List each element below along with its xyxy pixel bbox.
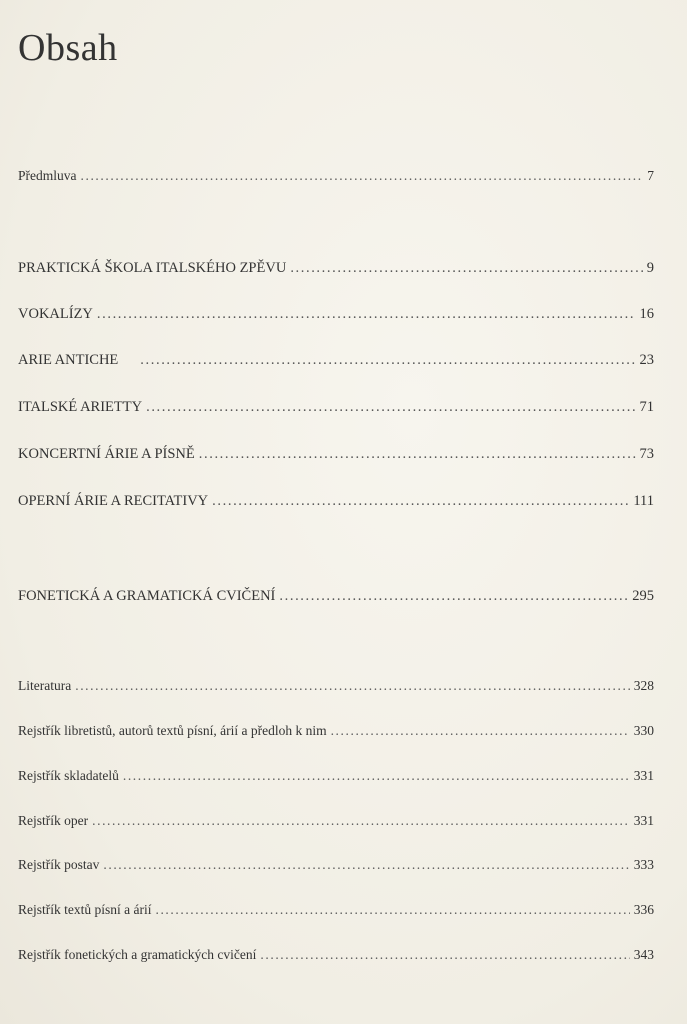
toc-page-number: 328 <box>633 678 654 693</box>
toc-entry-rejstrik-textu <box>18 902 654 918</box>
toc-label: Rejstřík postav <box>18 857 100 872</box>
toc-label: Rejstřík fonetických a gramatických cvičení <box>18 947 257 962</box>
toc-label: VOKALÍZY <box>18 306 93 322</box>
toc-page-number: 336 <box>633 902 654 917</box>
toc-page-number: 331 <box>633 768 654 783</box>
toc-entry-rejstrik-fonetickych <box>18 947 654 963</box>
toc-page-number: 9 <box>646 260 654 276</box>
toc-label: KONCERTNÍ ÁRIE A PÍSNĚ <box>18 446 195 462</box>
toc-page-number: 16 <box>639 306 654 322</box>
toc-label: Literatura <box>18 678 72 693</box>
toc-page-number: 111 <box>633 493 654 509</box>
toc-label: ARIE ANTICHE <box>18 352 119 368</box>
toc-leader-dots <box>81 168 644 184</box>
toc-entry-rejstrik-oper <box>18 813 654 829</box>
toc-page-number: 7 <box>647 168 654 183</box>
toc-label: OPERNÍ ÁRIE A RECITATIVY <box>18 493 209 509</box>
toc-leader-dots <box>279 588 628 605</box>
page-title: Obsah <box>18 27 118 69</box>
toc-entry-italske-arietty <box>18 399 654 416</box>
toc-page-number: 295 <box>632 588 654 604</box>
toc-page-number: 23 <box>639 352 654 368</box>
toc-entry-operni-arie <box>18 493 654 510</box>
toc-label: Rejstřík libretistů, autorů textů písní, árií a předloh k nim <box>18 723 327 738</box>
toc-entry-vokalizy <box>18 306 654 323</box>
toc-label: FONETICKÁ A GRAMATICKÁ CVIČENÍ <box>18 588 276 604</box>
toc-entry-prakticka-skola <box>18 260 654 277</box>
toc-page-number: 71 <box>639 399 654 415</box>
toc-page-number: 331 <box>633 813 654 828</box>
toc-leader-dots <box>260 947 629 963</box>
toc-entry-arie-antiche <box>18 352 654 369</box>
toc-entry-rejstrik-skladatelu <box>18 768 654 784</box>
toc-entry-literatura <box>18 678 654 694</box>
toc-leader-dots <box>290 260 642 277</box>
toc-leader-dots <box>75 678 630 694</box>
toc-leader-dots <box>103 857 629 873</box>
toc-leader-dots <box>97 306 636 323</box>
toc-leader-dots <box>331 723 630 739</box>
toc-entry-koncertni-arie <box>18 446 654 463</box>
toc-leader-dots <box>212 493 629 510</box>
toc-leader-dots <box>155 902 629 918</box>
toc-leader-dots <box>92 813 630 829</box>
toc-page-number: 73 <box>639 446 654 462</box>
toc-entry-rejstrik-postav <box>18 857 654 873</box>
toc-label: Rejstřík skladatelů <box>18 768 119 783</box>
toc-page-number: 333 <box>633 857 654 872</box>
toc-leader-dots <box>146 399 635 416</box>
toc-entry-foneticka-cviceni <box>18 588 654 605</box>
toc-label: Rejstřík textů písní a árií <box>18 902 152 917</box>
toc-entry-predmluva <box>18 168 654 184</box>
toc-entry-rejstrik-libretistu <box>18 723 654 739</box>
toc-label: Rejstřík oper <box>18 813 89 828</box>
toc-label: PRAKTICKÁ ŠKOLA ITALSKÉHO ZPĚVU <box>18 260 287 276</box>
toc-label: ITALSKÉ ARIETTY <box>18 399 143 415</box>
toc-leader-dots <box>123 768 630 784</box>
toc-leader-dots <box>199 446 636 463</box>
toc-page-number: 330 <box>633 723 654 738</box>
toc-label: Předmluva <box>18 168 77 183</box>
toc-leader-dots <box>140 352 635 369</box>
toc-page-number: 343 <box>633 947 654 962</box>
